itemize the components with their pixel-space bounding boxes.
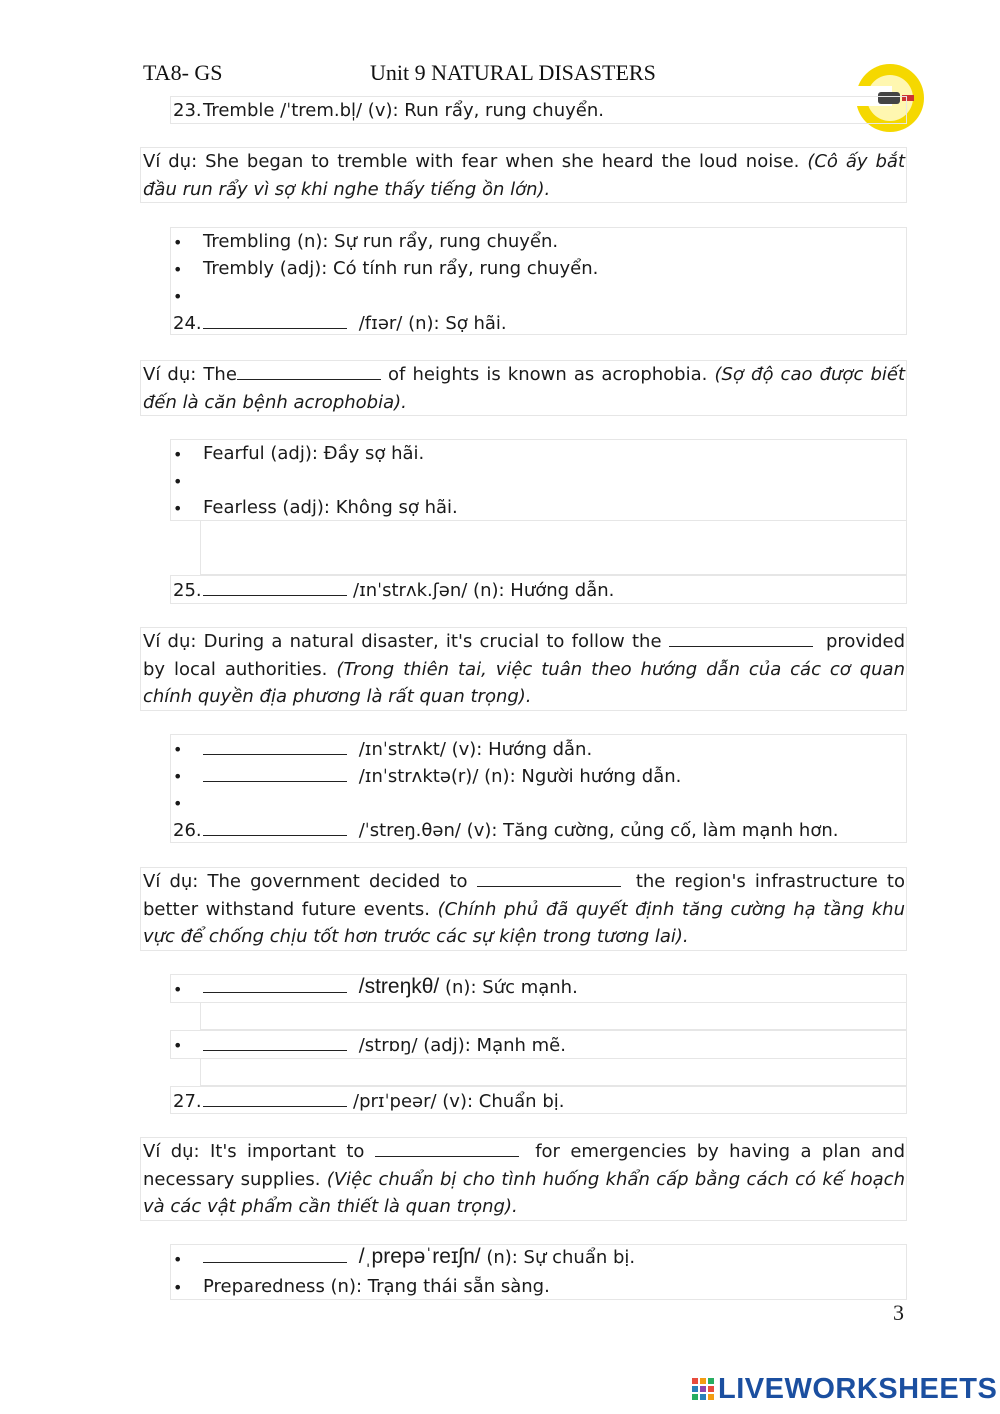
answer-blank[interactable] (203, 1034, 347, 1051)
example-text: Ví dụ: It's important to (143, 1141, 375, 1162)
example-text-cont: the region's infrastructure to better withstand future events. (143, 871, 905, 920)
example-blank-27[interactable] (375, 1140, 519, 1157)
bullet-icon: • (173, 445, 183, 464)
example-text: Ví dụ: She began to tremble with fear when she heard the loud noise. (143, 151, 808, 172)
example-25 (143, 628, 905, 711)
header-left: TA8- GS (143, 60, 223, 85)
example-23 (143, 148, 905, 203)
answer-blank-25[interactable] (203, 579, 347, 596)
example-text-cont: of heights is known as acrophobia. (380, 364, 715, 385)
example-text: Ví dụ: The government decided to (143, 871, 477, 892)
bullet-icon: • (173, 260, 183, 279)
derivative-strong (203, 1034, 566, 1057)
brand-text: LIVEWORKSHEETS (718, 1372, 998, 1405)
derivative-fearless: Fearless (adj): Không sợ hãi. (203, 497, 458, 518)
vocab-item-26 (173, 819, 839, 842)
bullet-icon: • (173, 980, 183, 999)
example-27 (143, 1138, 905, 1221)
empty-box (200, 520, 907, 575)
derivative-text: /strɒŋ/ (adj): Mạnh mẽ. (358, 1035, 566, 1056)
liveworksheets-logo[interactable] (692, 1374, 997, 1404)
bullet-icon: • (173, 499, 183, 518)
example-24 (143, 361, 905, 416)
vocab-item-24 (173, 312, 507, 335)
example-translation: (Sợ độ cao được biết đến là căn bệnh acrophobia). (143, 364, 905, 413)
answer-blank-27[interactable] (203, 1090, 347, 1107)
vocab-item-25 (173, 579, 614, 602)
vocab-item-23 (173, 100, 604, 122)
bullet-icon: • (173, 472, 183, 491)
item-number: 25. (173, 580, 202, 601)
bullet-icon: • (173, 233, 183, 252)
page-number: 3 (893, 1300, 904, 1325)
example-blank-26[interactable] (477, 870, 621, 887)
example-blank-24[interactable] (237, 363, 381, 380)
liveworksheets-grid-icon (692, 1378, 714, 1400)
example-blank-25[interactable] (669, 630, 813, 647)
bullet-icon: • (173, 740, 183, 759)
derivative-text: /ɪnˈstrʌkt/ (v): Hướng dẫn. (358, 739, 593, 760)
derivative-text: /ɪnˈstrʌktə(r)/ (n): Người hướng dẫn. (358, 766, 682, 787)
item-text: /prɪˈpeər/ (v): Chuẩn bị. (353, 1091, 565, 1112)
item-text: Tremble /ˈtrem.bl̩/ (v): Run rẩy, rung chuyển. (203, 100, 604, 121)
derivative-text: (n): Sức mạnh. (439, 977, 578, 998)
answer-blank[interactable] (203, 765, 347, 782)
empty-box (200, 1002, 907, 1030)
vocab-item-27 (173, 1090, 564, 1113)
answer-blank[interactable] (203, 1246, 347, 1263)
ipa-text: /streŋkθ/ (358, 975, 440, 998)
answer-blank[interactable] (203, 738, 347, 755)
example-translation: (Việc chuẩn bị cho tình huống khẩn cấp bằng cách có kế hoạch và các vật phẩm cần thiết là quan trọng). (143, 1168, 905, 1217)
example-text-cont: provided by local authorities. (143, 631, 905, 680)
example-26 (143, 868, 905, 951)
ipa-text: /ˌprepəˈreɪʃn/ (358, 1245, 481, 1268)
bullet-icon: • (173, 1278, 183, 1297)
derivative-preparation (203, 1246, 635, 1269)
empty-box (200, 1058, 907, 1086)
item-number: 26. (173, 820, 202, 841)
derivative-text: (n): Sự chuẩn bị. (480, 1247, 636, 1268)
derivative-fearful: Fearful (adj): Đầy sợ hãi. (203, 443, 425, 464)
example-translation: (Chính phủ đã quyết định tăng cường hạ tầng khu vực để chống chịu tốt hơn trước các sự kiện trong tương lai). (143, 898, 905, 947)
derivative-strength (203, 976, 578, 999)
derivative-trembling: Trembling (n): Sự run rẩy, rung chuyển. (203, 231, 559, 252)
derivative-instructor (203, 765, 681, 788)
bullet-icon: • (173, 287, 183, 306)
answer-blank-24[interactable] (203, 312, 347, 329)
example-text: Ví dụ: The (143, 364, 237, 385)
example-text-cont: for emergencies by having a plan and necessary supplies. (143, 1141, 906, 1190)
bullet-icon: • (173, 794, 183, 813)
bullet-icon: • (173, 1250, 183, 1269)
example-translation: (Trong thiên tai, việc tuân theo hướng dẫn của các cơ quan chính quyền địa phương là rất quan trọng). (143, 658, 905, 707)
item-text: /ɪnˈstrʌk.ʃən/ (n): Hướng dẫn. (353, 580, 615, 601)
item-text: /ˈstreŋ.θən/ (v): Tăng cường, củng cố, làm mạnh hơn. (358, 820, 839, 841)
answer-blank[interactable] (203, 976, 347, 993)
bullet-icon: • (173, 1036, 183, 1055)
derivative-trembly: Trembly (adj): Có tính run rẩy, rung chuyển. (203, 258, 599, 279)
derivative-preparedness: Preparedness (n): Trạng thái sẵn sàng. (203, 1276, 550, 1297)
page-title: Unit 9 NATURAL DISASTERS (370, 60, 656, 85)
example-translation: (Cô ấy bắt đầu run rẩy vì sợ khi nghe thấy tiếng ồn lớn). (143, 151, 905, 200)
derivative-instruct (203, 738, 592, 761)
item-number: 24. (173, 313, 202, 334)
bullet-icon: • (173, 767, 183, 786)
item-number: 27. (173, 1091, 202, 1112)
example-text: Ví dụ: During a natural disaster, it's crucial to follow the (143, 631, 669, 652)
answer-blank-26[interactable] (203, 819, 347, 836)
item-number: 23. (173, 100, 202, 121)
item-text: /fɪər/ (n): Sợ hãi. (358, 313, 507, 334)
